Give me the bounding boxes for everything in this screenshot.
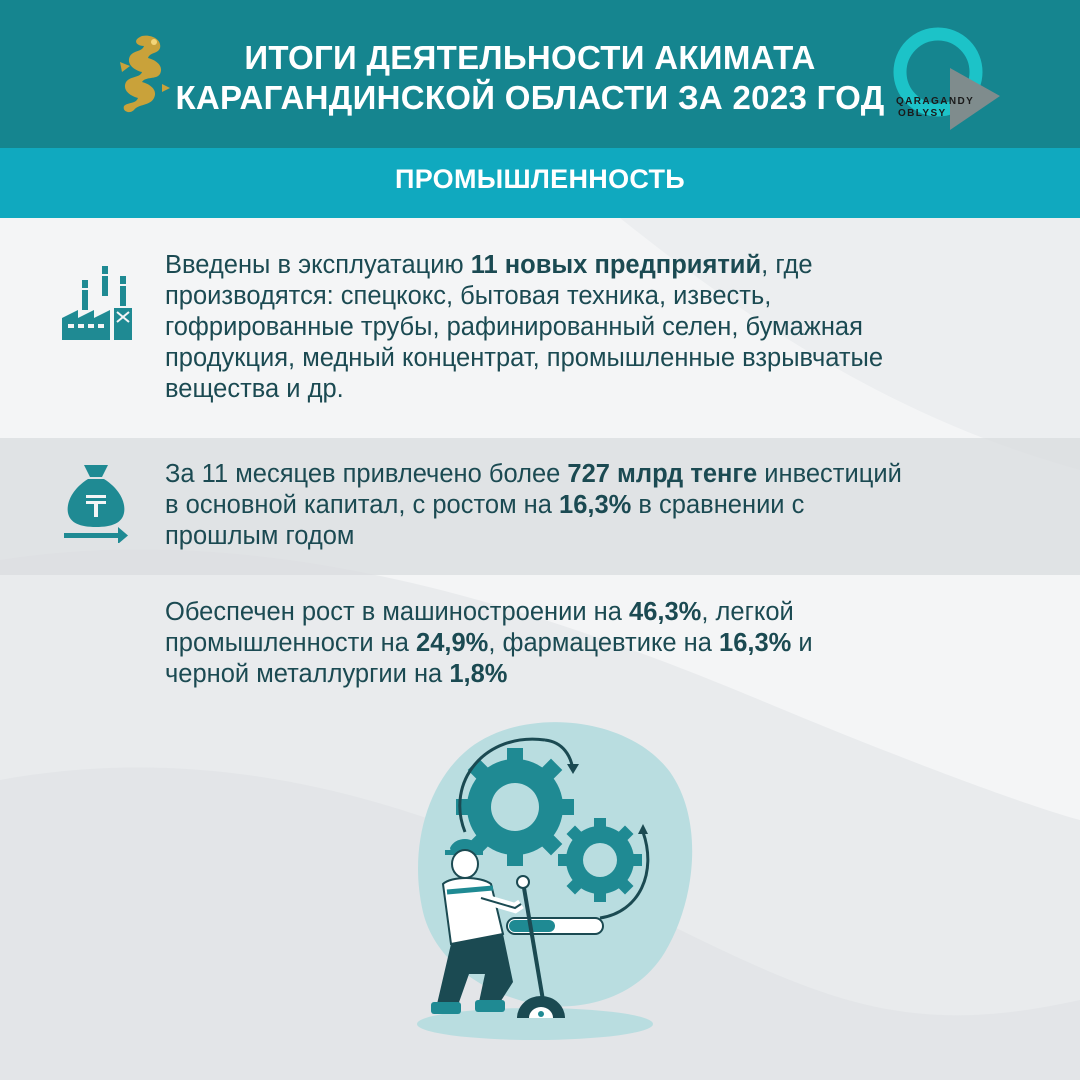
item3-highlight-pharma: 16,3%: [719, 629, 792, 657]
item3-highlight-machinery: 46,3%: [629, 598, 702, 626]
title-line-1: ИТОГИ ДЕЯТЕЛЬНОСТИ АКИМАТА: [244, 39, 816, 76]
title-line-2: КАРАГАНДИНСКОЙ ОБЛАСТИ ЗА 2023 ГОД: [175, 79, 885, 116]
item3-highlight-metallurgy: 1,8%: [449, 660, 508, 688]
item1-line2: производятся: спецкокс, бытовая техника, известь,: [165, 282, 772, 310]
item2-line2-post: в сравнении с: [631, 491, 805, 519]
item3-line3: [165, 659, 1045, 690]
item3-line2-pre: промышленности на: [165, 629, 417, 657]
item1-line1-post: , где: [761, 251, 813, 279]
money-bag-icon: [62, 463, 130, 543]
page-title: [170, 38, 890, 118]
item2-line1: [165, 459, 1045, 490]
item1-line3: гофрированные трубы, рафинированный селен, бумажная: [165, 313, 863, 341]
item3-line2: [165, 628, 1045, 659]
item3-line1: [165, 597, 1045, 628]
item3-line2-mid: , фармацевтике на: [488, 629, 720, 657]
worker-gears-illustration: [395, 712, 695, 1052]
qaragandy-logo-icon: [888, 26, 1008, 138]
item2-line3: прошлым годом: [165, 522, 355, 550]
brand-text: [896, 96, 975, 120]
header-bar: [0, 0, 1080, 148]
item1-line1: [165, 250, 1045, 281]
item3-line2-post: и: [791, 629, 813, 657]
brand-line-1: QARAGANDY: [896, 96, 975, 107]
item2-line2-pre: в основной капитал, с ростом на: [165, 491, 560, 519]
item1-highlight: 11 новых предприятий: [470, 251, 762, 279]
item2-line2: [165, 490, 1045, 521]
item2-highlight-growth: 16,3%: [559, 491, 632, 519]
item2-line1-pre: За 11 месяцев привлечено более: [165, 460, 568, 488]
item2-highlight-amount: 727 млрд тенге: [567, 460, 758, 488]
emblem-icon: [112, 32, 174, 116]
item3-highlight-light-industry: 24,9%: [416, 629, 489, 657]
brand-line-2: OBLYSY: [898, 108, 947, 119]
item3-line1-post: , легкой: [701, 598, 794, 626]
item1-line4: продукция, медный концентрат, промышленные взрывчатые: [165, 344, 884, 372]
factory-icon: [60, 262, 138, 340]
item1-line5: вещества и др.: [165, 375, 344, 403]
item-investment-text: [165, 459, 1045, 552]
item2-line1-post: инвестиций: [757, 460, 902, 488]
item3-line3-pre: черной металлургии на: [165, 660, 450, 688]
small-gear-icon: [558, 818, 642, 902]
item-factories-text: [165, 250, 1045, 405]
item1-line1-pre: Введены в эксплуатацию: [165, 251, 471, 279]
item-growth-text: [165, 597, 1045, 690]
item3-line1-pre: Обеспечен рост в машиностроении на: [165, 598, 630, 626]
section-title: ПРОМЫШЛЕННОСТЬ: [395, 164, 685, 194]
